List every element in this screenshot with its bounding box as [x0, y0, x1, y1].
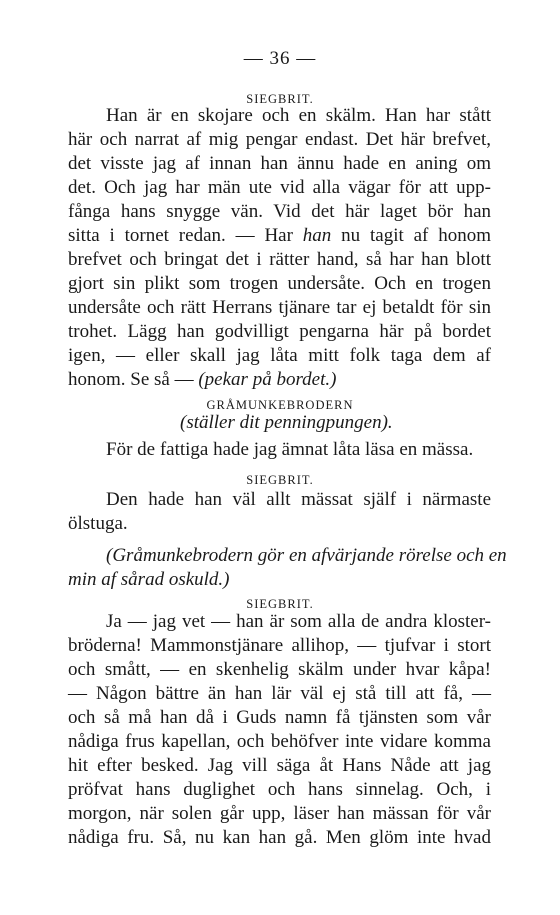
text-line: gjort sin plikt som trogen undersåte. Och en trogen	[68, 273, 491, 294]
text-line: honom. Se så — (pekar på bordet.)	[68, 369, 337, 390]
text-line: igen, — eller skall jag låta mitt folk taga dem af	[68, 345, 491, 366]
stage-direction: min af sårad oskuld.)	[68, 569, 230, 590]
text-line: sitta i tornet redan. — Har han nu tagit af honom	[68, 225, 492, 246]
speaker-name: GRÅMUNKEBRODERN	[206, 398, 354, 412]
text-line: det. Och jag har män ute vid alla vägar för att upp-	[68, 177, 491, 198]
text-line: Han är en skojare och en skälm. Han har stått	[106, 105, 491, 126]
text-line: nådiga fru. Så, nu kan han gå. Men glöm inte hvad	[68, 827, 491, 848]
text-line: och smått, — en skenhelig skälm under hvar kåpa!	[68, 659, 491, 680]
speaker-name: SIEGBRIT.	[246, 92, 314, 106]
text-line: — Någon bättre än han lär väl ej stå till att få, —	[68, 683, 491, 704]
speaker-name: SIEGBRIT.	[246, 597, 314, 611]
text-line: här och narrat af mig pengar endast. Det här brefvet,	[68, 129, 491, 150]
text-line: morgon, när solen går upp, läser han mässan för vår	[68, 803, 491, 824]
text-line: ölstuga.	[68, 513, 128, 534]
text-line: nådiga frus kapellan, och behöfver inte vidare komma	[68, 731, 491, 752]
text-line: undersåte och rätt Herrans tjänare tar ej betaldt för sin	[68, 297, 491, 318]
italic-emphasis: han	[302, 225, 332, 246]
text-line: brefvet och bringat det i rätter hand, så har han blott	[68, 249, 491, 270]
text-line: bröderna! Mammonstjänare allihop, — tjufvar i stort	[68, 635, 491, 656]
text-line: pröfvat hans duglighet och hans sinnelag. Och, i	[68, 779, 491, 800]
text-line: det visste jag af innan han ännu hade en aning om	[68, 153, 491, 174]
stage-direction: (ställer dit penningpungen).	[180, 412, 393, 433]
stage-direction: (Gråmunkebrodern gör en afvärjande rörelse och en	[106, 545, 507, 566]
text-line: trohet. Lägg han godvilligt pengarna här på bordet	[68, 321, 491, 342]
text-line: Ja — jag vet — han är som alla de andra kloster-	[106, 611, 491, 632]
text-line: För de fattiga hade jag ämnat låta läsa en mässa.	[106, 439, 474, 460]
speaker-name: SIEGBRIT.	[246, 473, 314, 487]
page-number: — 36 —	[243, 48, 317, 69]
text-line: och så må han då i Guds namn få tjänsten som vår	[68, 707, 491, 728]
text-line: Den hade han väl allt mässat själf i närmaste	[106, 489, 491, 510]
italic-emphasis: (pekar på bordet.)	[198, 369, 337, 390]
text-line: hit efter besked. Jag vill säga åt Hans Nåde att jag	[68, 755, 491, 776]
text-line: fånga hans snygge vän. Vid det här laget bör han	[68, 201, 491, 222]
